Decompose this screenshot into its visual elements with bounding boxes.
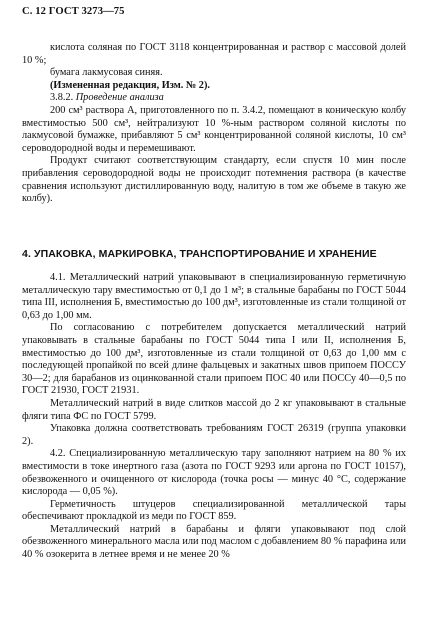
paragraph: кислота соляная по ГОСТ 3118 концентрированная и раствор с массовой долей 10 %; <box>22 42 406 66</box>
subsection-heading <box>22 92 406 105</box>
paragraph: Металлический натрий в виде слитков массой до 2 кг упаковывают в стальные фляги типа ФС по ГОСТ 5799. <box>22 397 406 422</box>
paragraph: 200 см³ раствора А, приготовленного по п. 3.4.2, помещают в коническую колбу вместимостью 500 см³, нейтрализуют 10 %-ным раствором соляной кислоты по лакмусовой бумажке, прибавляют 5 см³ концентрированной соляной кислоты, 10 см³ сероводородной воды и перемешивают. <box>22 104 406 154</box>
section-body <box>22 272 406 562</box>
paragraph: По согласованию с потребителем допускается металлический натрий упаковывать в стальные барабаны по ГОСТ 5044 типа I или II, исполнения Б, вместимостью до 100 дм³, изготовленные из стали толщиной от 0,63 до 1,00 мм с последующей пропайкой по всей длине фальцевых и закатных швов припоем ПОССУ 30—2; для барабанов из оцинкованной стали припоем ПОС 40 или ПОССу 40—0,5 по ГОСТ 21930, ГОСТ 21931. <box>22 322 406 397</box>
amendment-note: (Измененная редакция, Изм. № 2). <box>50 79 210 91</box>
paragraph: Продукт считают соответствующим стандарту, если спустя 10 мин после прибавления сероводородной воды не происходит потемнения раствора (в качестве сравнения используют дистиллированную воду, налитую в том же объеме в такую же колбу). <box>22 155 406 205</box>
section-title: 4. УПАКОВКА, МАРКИРОВКА, ТРАНСПОРТИРОВАНИЕ И ХРАНЕНИЕ <box>22 248 377 260</box>
page-header: С. 12 ГОСТ 3273—75 <box>22 6 125 17</box>
paragraph: Металлический натрий в барабаны и фляги упаковывают под слой обезвоженного минерального масла или под маслом с добавлением 80 % парафина или 40 % озокерита в летнее время и не менее 20 % <box>22 523 406 561</box>
paragraph: Герметичность штуцеров специализированной металлической тары обеспечивают прокладкой из меди по ГОСТ 859. <box>22 498 406 523</box>
paragraph: бумага лакмусовая синяя. <box>50 67 163 79</box>
subsection-number: 3.8.2. <box>50 92 74 104</box>
paragraph: 4.1. Металлический натрий упаковывают в специализированную герметичную металлическую тару вместимостью от 0,1 до 1 м³; в стальные барабаны по ГОСТ 5044 типа III, исполнения Б, вместимостью до 100 дм³, изготовленные из стали толщиной от 0,63 до 1,00 мм. <box>22 272 406 321</box>
top-block <box>22 42 406 206</box>
paragraph: Упаковка должна соответствовать требованиям ГОСТ 26319 (группа упаковки 2). <box>22 423 406 447</box>
paragraph: 4.2. Специализированную металлическую тару заполняют натрием на 80 % их вместимости в токе инертного газа (азота по ГОСТ 9293 или аргона по ГОСТ 10157), обезвоженного и очищенного от кислорода (точка росы — минус 40 °С, содержание кислорода — 0,05 %). <box>22 448 406 498</box>
subsection-title: Проведение анализа <box>75 92 164 104</box>
